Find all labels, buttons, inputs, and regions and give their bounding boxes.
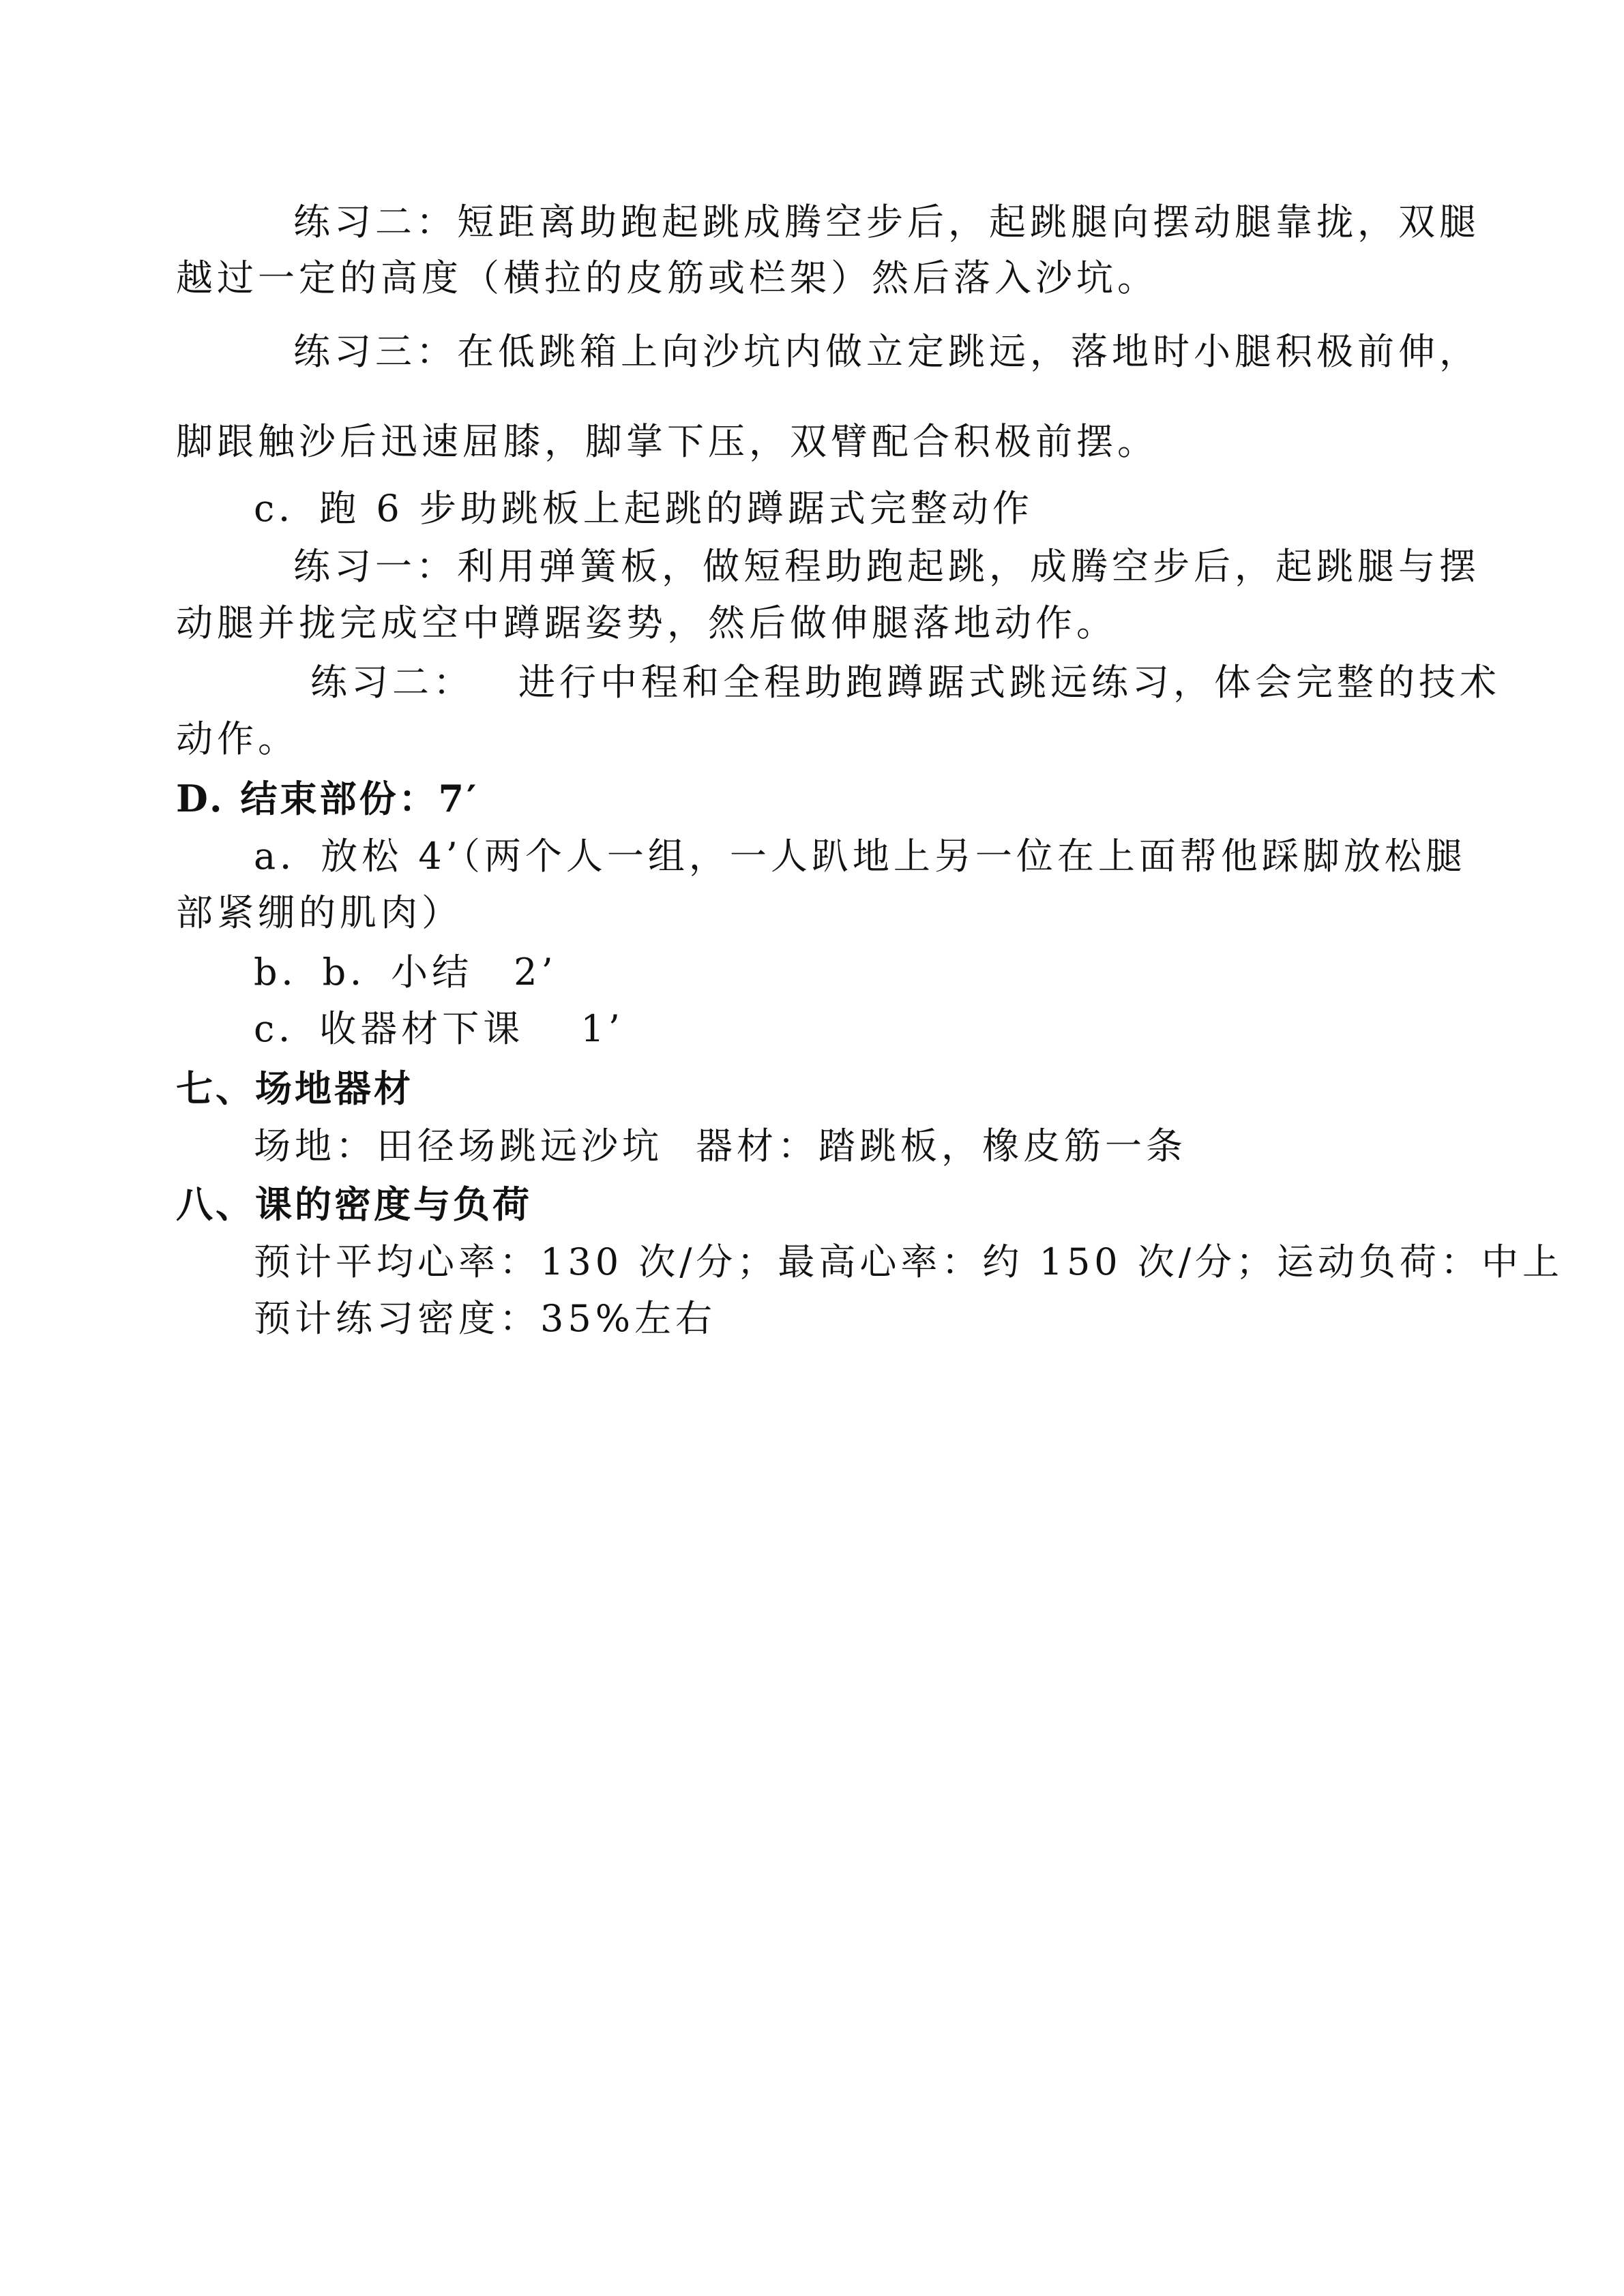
- heart-rate-line: 预计平均心率：130 次/分；最高心率：约 150 次/分；运动负荷：中上: [254, 1240, 1564, 1283]
- section-7-heading: 七、场地器材: [176, 1067, 413, 1110]
- practice-2-line-2: 越过一定的高度（横拉的皮筋或栏架）然后落入沙坑。: [176, 256, 1158, 299]
- equipment-text: 器材：踏跳板，橡皮筋一条: [696, 1124, 1187, 1167]
- practice-2b-line-1: 进行中程和全程助跑蹲踞式跳远练习，体会完整的技术: [518, 661, 1501, 704]
- item-a-line-2: 部紧绷的肌肉）: [176, 891, 462, 934]
- practice-2b-line-2: 动作。: [176, 717, 299, 760]
- practice-2-line-1: 练习二：短距离助跑起跳成腾空步后，起跳腿向摆动腿靠拢，双腿: [293, 200, 1480, 243]
- venue-text: 场地：田径场跳远沙坑: [254, 1124, 663, 1167]
- item-c-heading: c．跑 6 步助跳板上起跳的蹲踞式完整动作: [254, 487, 1033, 530]
- practice-1-line-2: 动腿并拢完成空中蹲踞姿势，然后做伸腿落地动作。: [176, 601, 1117, 644]
- practice-3-line-2: 脚跟触沙后迅速屈膝，脚掌下压，双臂配合积极前摆。: [176, 420, 1158, 463]
- section-8-heading: 八、课的密度与负荷: [176, 1182, 532, 1226]
- section-d-heading: D. 结束部份：7′: [176, 777, 479, 820]
- item-a-line-1: a．放松 4’（两个人一组，一人趴地上另一位在上面帮他踩脚放松腿: [254, 835, 1466, 878]
- item-c: c．收器材下课 1’: [254, 1007, 624, 1050]
- density-line: 预计练习密度：35%左右: [254, 1297, 717, 1340]
- practice-3-line-1: 练习三：在低跳箱上向沙坑内做立定跳远，落地时小腿积极前伸，: [293, 330, 1480, 373]
- item-b: b．b．小结 2’: [254, 951, 557, 994]
- practice-2b-label: 练习二：: [310, 661, 474, 704]
- practice-1-line-1: 练习一：利用弹簧板，做短程助跑起跳，成腾空步后，起跳腿与摆: [293, 545, 1480, 588]
